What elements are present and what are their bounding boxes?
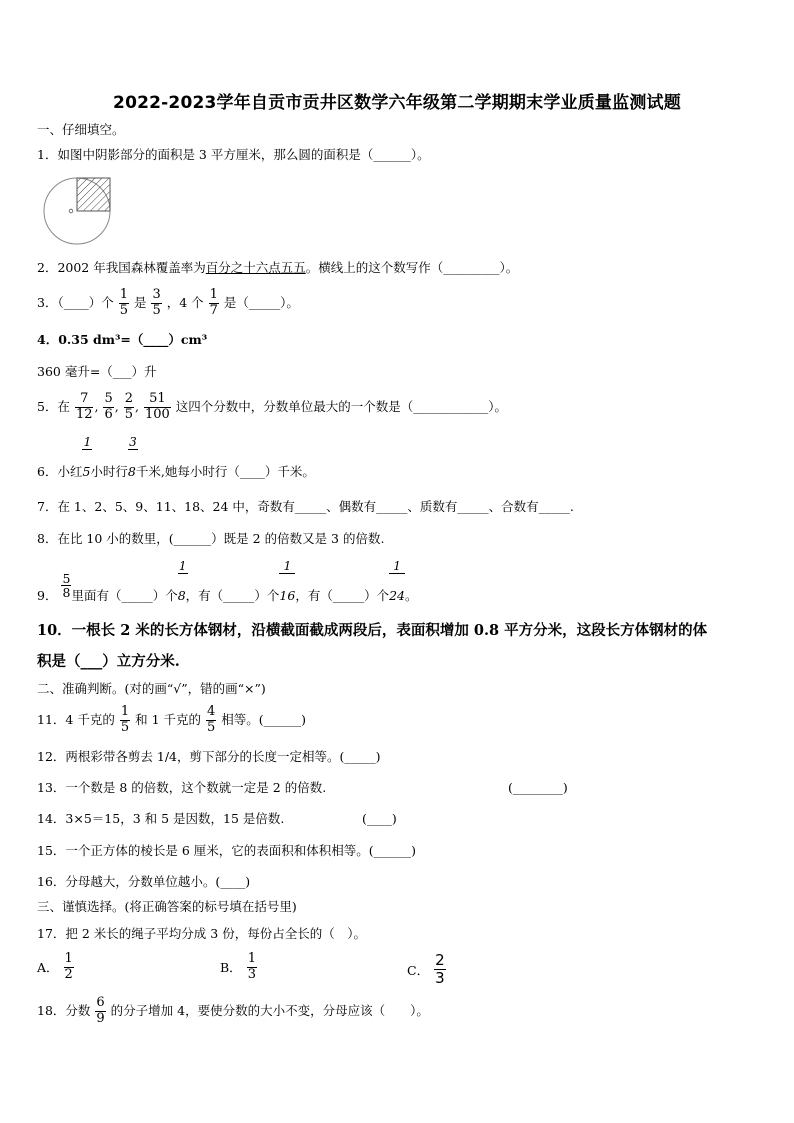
fraction: $\frac{5}{6}$ — [104, 391, 113, 422]
question-8: 8．在比 10 小的数里，(______）既是 2 的倍数又是 3 的倍数. — [37, 531, 385, 546]
section-multiple-choice: 三、谨慎选择。(将正确答案的标号填在括号里) — [37, 899, 297, 914]
question-11: 11．4 千克的 $\frac{1}{5}$ 和 1 千克的 $\frac{4}{5}$ 相等。(______) — [37, 704, 307, 735]
question-13: 13．一个数是 8 的倍数，这个数就一定是 2 的倍数. — [37, 780, 327, 795]
question-7: 7．在 1、2、5、9、11、18、24 中，奇数有_____、偶数有_____、质数有_____、合数有_____. — [37, 499, 574, 514]
question-15: 15．一个正方体的棱长是 6 厘米，它的表面积和体积相等。(______) — [37, 843, 417, 858]
answer-blank-14: (____) — [362, 811, 397, 826]
question-17: 17．把 2 米长的绳子平均分成 3 份，每份占全长的（ ）。 — [37, 926, 366, 941]
question-10: 10．一根长 2 米的长方体钢材，沿横截面截成两段后，表面积增加 0.8 平方分米，这段长方体钢材的体 — [37, 622, 708, 639]
question-18: 18．分数 $\frac{6}{9}$ 的分子增加 4，要使分数的大小不变，分母应该（ ）。 — [37, 995, 429, 1026]
fraction: $\frac{1}{5}$ — [120, 704, 130, 735]
fraction: $\frac{1}{5}$ — [119, 287, 128, 318]
fraction: $\frac{1}{2}$ — [64, 951, 73, 982]
question-3: 3．（____）个 $\frac{1}{5}$ 是 $\frac{3}{5}$ ，4 个 $\frac{1}{7}$ 是（_____）。 — [37, 287, 299, 318]
fraction: $\frac{6}{9}$ — [96, 995, 105, 1026]
fraction: 1 24 — [389, 559, 405, 603]
question-4: 4．0.35 dm³=（____）cm³ — [37, 332, 208, 347]
choice-a[interactable]: A． $\frac{1}{2}$ — [37, 951, 73, 982]
fraction: $\frac{51}{100}$ — [144, 391, 170, 422]
question-2: 2．2002 年我国森林覆盖率为百分之十六点五五。横线上的这个数写作（_________）。 — [37, 260, 519, 275]
question-14: 14．3×5＝15，3 和 5 是因数，15 是倍数. — [37, 811, 285, 826]
section-true-false: 二、准确判断。(对的画“√”，错的画“×”) — [37, 681, 266, 696]
question-5: 5．在 $\frac{7}{12}$ , $\frac{5}{6}$ , $\frac{2}{5}$ , $\frac{51}{100}$ 这四个分数中，分数单位最大的一个数是（____________）。 — [37, 391, 508, 422]
fraction: 3 8 — [127, 435, 137, 479]
fraction: 1 5 — [82, 435, 92, 479]
fraction: 1 8 — [177, 559, 187, 603]
section-fill-in: 一、仔细填空。 — [37, 122, 125, 137]
circle-figure — [38, 171, 124, 247]
choice-c[interactable]: C． $\frac{2}{3}$ — [407, 951, 445, 988]
fraction: $\frac{3}{5}$ — [152, 287, 161, 318]
question-12: 12．两根彩带各剪去 1/4，剪下部分的长度一定相等。(_____) — [37, 749, 381, 764]
fraction: 1 16 — [279, 559, 296, 603]
question-10-cont: 积是（___）立方分米. — [37, 653, 180, 670]
answer-blank-13: (________) — [508, 780, 568, 795]
question-6: 6．小红 1 5小时行 3 8千米,她每小时行（____）千米。 — [37, 435, 315, 479]
question-4-part-2: 360 毫升=（___）升 — [37, 364, 157, 379]
choice-b[interactable]: B． $\frac{1}{3}$ — [220, 951, 256, 982]
question-1: 1．如图中阴影部分的面积是 3 平方厘米，那么圆的面积是（______）。 — [37, 147, 430, 162]
fraction: $\frac{7}{12}$ — [75, 391, 93, 422]
fraction: $\frac{2}{5}$ — [124, 391, 133, 422]
page-title: 2022-2023学年自贡市贡井区数学六年级第二学期期末学业质量监测试题 — [113, 93, 681, 113]
fraction: $\frac{1}{7}$ — [209, 287, 218, 318]
fraction: $\frac{1}{3}$ — [247, 951, 256, 982]
question-16: 16．分母越大，分数单位越小。(____) — [37, 874, 251, 889]
underlined-text: 百分之十六点五五 — [205, 260, 306, 275]
question-9: 9． 5 8 里面有（_____）个 1 8，有（_____）个 1 16，有（_____）个 1 24。 — [37, 559, 418, 603]
fraction: $\frac{2}{3}$ — [435, 951, 445, 988]
fraction: $\frac{4}{5}$ — [206, 704, 216, 735]
